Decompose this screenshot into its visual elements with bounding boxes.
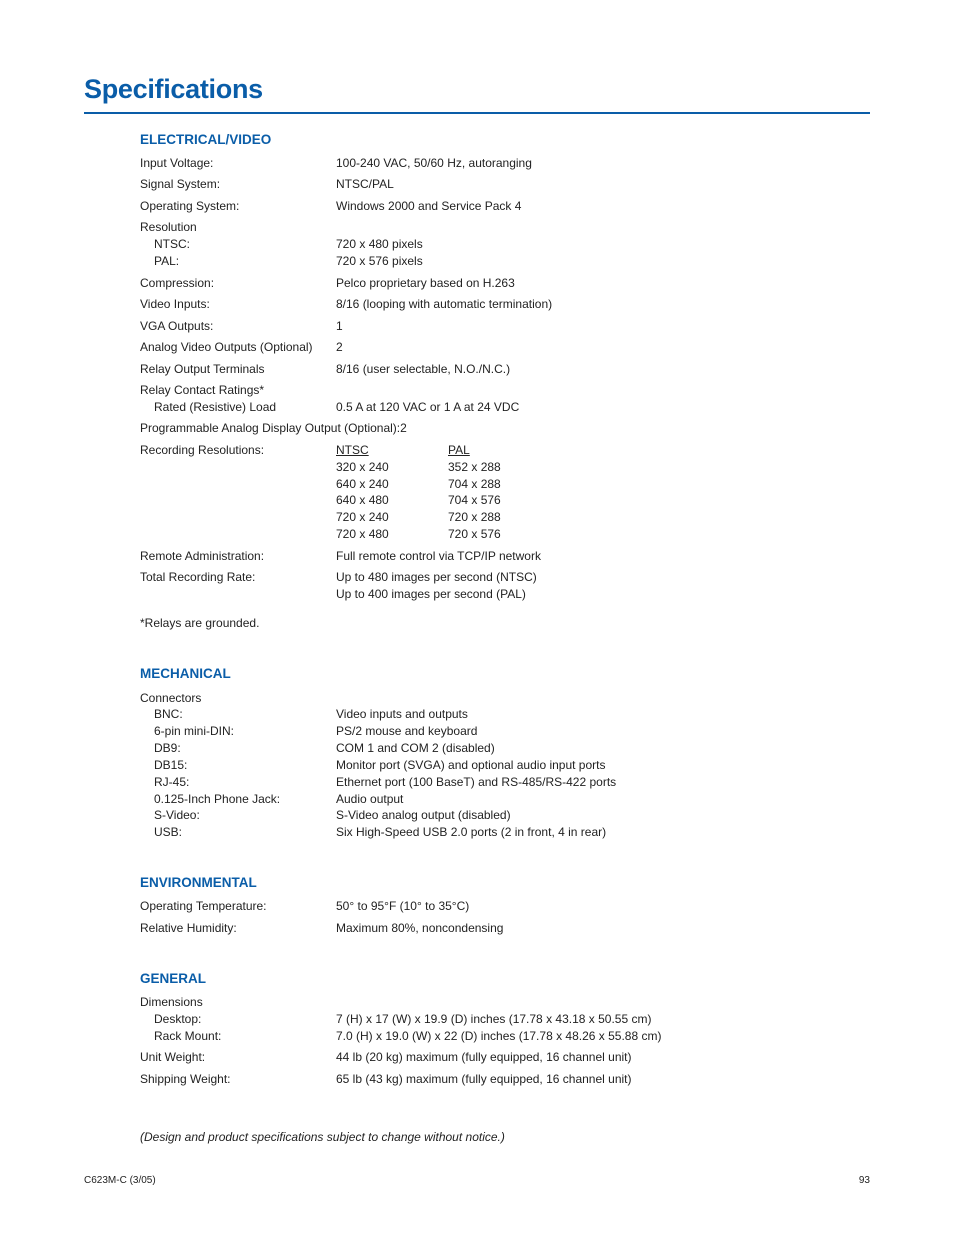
spec-label-desktop: Desktop: — [154, 1012, 202, 1026]
relay-footnote: *Relays are grounded. — [140, 616, 260, 630]
spec-value-signal-system: NTSC/PAL — [336, 177, 394, 191]
spec-label-humidity: Relative Humidity: — [140, 921, 237, 935]
spec-label-operating-temp: Operating Temperature: — [140, 899, 267, 913]
recording-pal-value: 704 x 576 — [448, 493, 501, 507]
spec-label-operating-system: Operating System: — [140, 199, 240, 213]
spec-value-compression: Pelco proprietary based on H.263 — [336, 276, 515, 290]
connector-label: DB9: — [154, 741, 181, 755]
connector-value: Monitor port (SVGA) and optional audio input ports — [336, 758, 606, 772]
spec-value-relay-terminals: 8/16 (user selectable, N.O./N.C.) — [336, 362, 511, 376]
connector-label: 6-pin mini-DIN: — [154, 724, 235, 738]
connector-label: S-Video: — [154, 808, 200, 822]
spec-label-rated-load: Rated (Resistive) Load — [154, 400, 277, 414]
connector-label: RJ-45: — [154, 775, 190, 789]
connector-label: USB: — [154, 825, 183, 839]
footer-doc-id: C623M-C (3/05) — [84, 1175, 156, 1186]
spec-value-desktop: 7 (H) x 17 (W) x 19.9 (D) inches (17.78 x 43.18 x 50.55 cm) — [336, 1012, 652, 1026]
spec-value-total-rate-pal: Up to 400 images per second (PAL) — [336, 587, 526, 601]
connector-value: Ethernet port (100 BaseT) and RS-485/RS-422 ports — [336, 775, 617, 789]
recording-pal-value: 352 x 288 — [448, 460, 501, 474]
spec-value-rack-mount: 7.0 (H) x 19.0 (W) x 22 (D) inches (17.78 x 48.26 x 55.88 cm) — [336, 1029, 662, 1043]
title-divider — [84, 112, 870, 114]
spec-label-signal-system: Signal System: — [140, 177, 221, 191]
spec-value-rated-load: 0.5 A at 120 VAC or 1 A at 24 VDC — [336, 400, 520, 414]
spec-value-resolution-ntsc: 720 x 480 pixels — [336, 237, 423, 251]
spec-label-resolution-ntsc: NTSC: — [154, 237, 190, 251]
spec-label-resolution-pal: PAL: — [154, 254, 180, 268]
connector-value: Audio output — [336, 792, 404, 806]
section-heading-environmental: ENVIRONMENTAL — [140, 875, 257, 890]
connector-value: S-Video analog output (disabled) — [336, 808, 511, 822]
spec-value-humidity: Maximum 80%, noncondensing — [336, 921, 504, 935]
recording-ntsc-value: 640 x 480 — [336, 493, 389, 507]
spec-value-resolution-pal: 720 x 576 pixels — [336, 254, 423, 268]
recording-pal-value: 720 x 288 — [448, 510, 501, 524]
connector-value: Six High-Speed USB 2.0 ports (2 in front, 4 in rear) — [336, 825, 607, 839]
spec-label-video-inputs: Video Inputs: — [140, 297, 210, 311]
recording-pal-value: 704 x 288 — [448, 477, 501, 491]
recording-ntsc-value: 640 x 240 — [336, 477, 389, 491]
spec-value-vga-outputs: 1 — [336, 319, 343, 333]
footer-page-number: 93 — [858, 1175, 870, 1186]
spec-value-unit-weight: 44 lb (20 kg) maximum (fully equipped, 16 channel unit) — [336, 1050, 632, 1064]
recording-pal-header: PAL — [448, 443, 470, 457]
spec-value-remote-admin: Full remote control via TCP/IP network — [336, 549, 541, 563]
connector-label: 0.125-Inch Phone Jack: — [154, 792, 281, 806]
connector-label: BNC: — [154, 707, 183, 721]
spec-value-operating-system: Windows 2000 and Service Pack 4 — [336, 199, 522, 213]
spec-value-analog-outputs: 2 — [336, 340, 343, 354]
spec-label-shipping-weight: Shipping Weight: — [140, 1072, 231, 1086]
spec-value-total-rate-ntsc: Up to 480 images per second (NTSC) — [336, 570, 537, 584]
spec-label-dimensions: Dimensions — [140, 995, 203, 1009]
page-title: Specifications — [84, 74, 263, 104]
spec-label-total-rate: Total Recording Rate: — [140, 570, 256, 584]
spec-label-vga-outputs: VGA Outputs: — [140, 319, 214, 333]
spec-label-input-voltage: Input Voltage: — [140, 156, 214, 170]
spec-label-relay-terminals: Relay Output Terminals — [140, 362, 265, 376]
connector-label: DB15: — [154, 758, 188, 772]
recording-ntsc-header: NTSC — [336, 443, 369, 457]
section-heading-mechanical: MECHANICAL — [140, 666, 231, 681]
spec-label-relay-ratings: Relay Contact Ratings* — [140, 383, 265, 397]
connector-value: Video inputs and outputs — [336, 707, 468, 721]
spec-label-analog-outputs: Analog Video Outputs (Optional) — [140, 340, 313, 354]
spec-label-connectors: Connectors — [140, 691, 202, 705]
disclaimer-note: (Design and product specifications subject to change without notice.) — [140, 1130, 505, 1144]
recording-ntsc-value: 720 x 240 — [336, 510, 389, 524]
spec-value-shipping-weight: 65 lb (43 kg) maximum (fully equipped, 16 channel unit) — [336, 1072, 632, 1086]
spec-value-operating-temp: 50° to 95°F (10° to 35°C) — [336, 899, 470, 913]
section-heading-electrical: ELECTRICAL/VIDEO — [140, 132, 272, 147]
section-heading-general: GENERAL — [140, 971, 207, 986]
spec-label-compression: Compression: — [140, 276, 215, 290]
recording-pal-value: 720 x 576 — [448, 527, 501, 541]
spec-label-recording-resolutions: Recording Resolutions: — [140, 443, 265, 457]
recording-ntsc-value: 720 x 480 — [336, 527, 389, 541]
spec-label-resolution: Resolution — [140, 220, 197, 234]
spec-label-remote-admin: Remote Administration: — [140, 549, 265, 563]
connector-value: PS/2 mouse and keyboard — [336, 724, 478, 738]
spec-label-rack-mount: Rack Mount: — [154, 1029, 222, 1043]
spec-value-video-inputs: 8/16 (looping with automatic termination) — [336, 297, 553, 311]
connector-value: COM 1 and COM 2 (disabled) — [336, 741, 495, 755]
spec-value-input-voltage: 100-240 VAC, 50/60 Hz, autoranging — [336, 156, 532, 170]
spec-programmable-output: Programmable Analog Display Output (Optional):2 — [140, 421, 407, 435]
recording-ntsc-value: 320 x 240 — [336, 460, 389, 474]
spec-label-unit-weight: Unit Weight: — [140, 1050, 206, 1064]
